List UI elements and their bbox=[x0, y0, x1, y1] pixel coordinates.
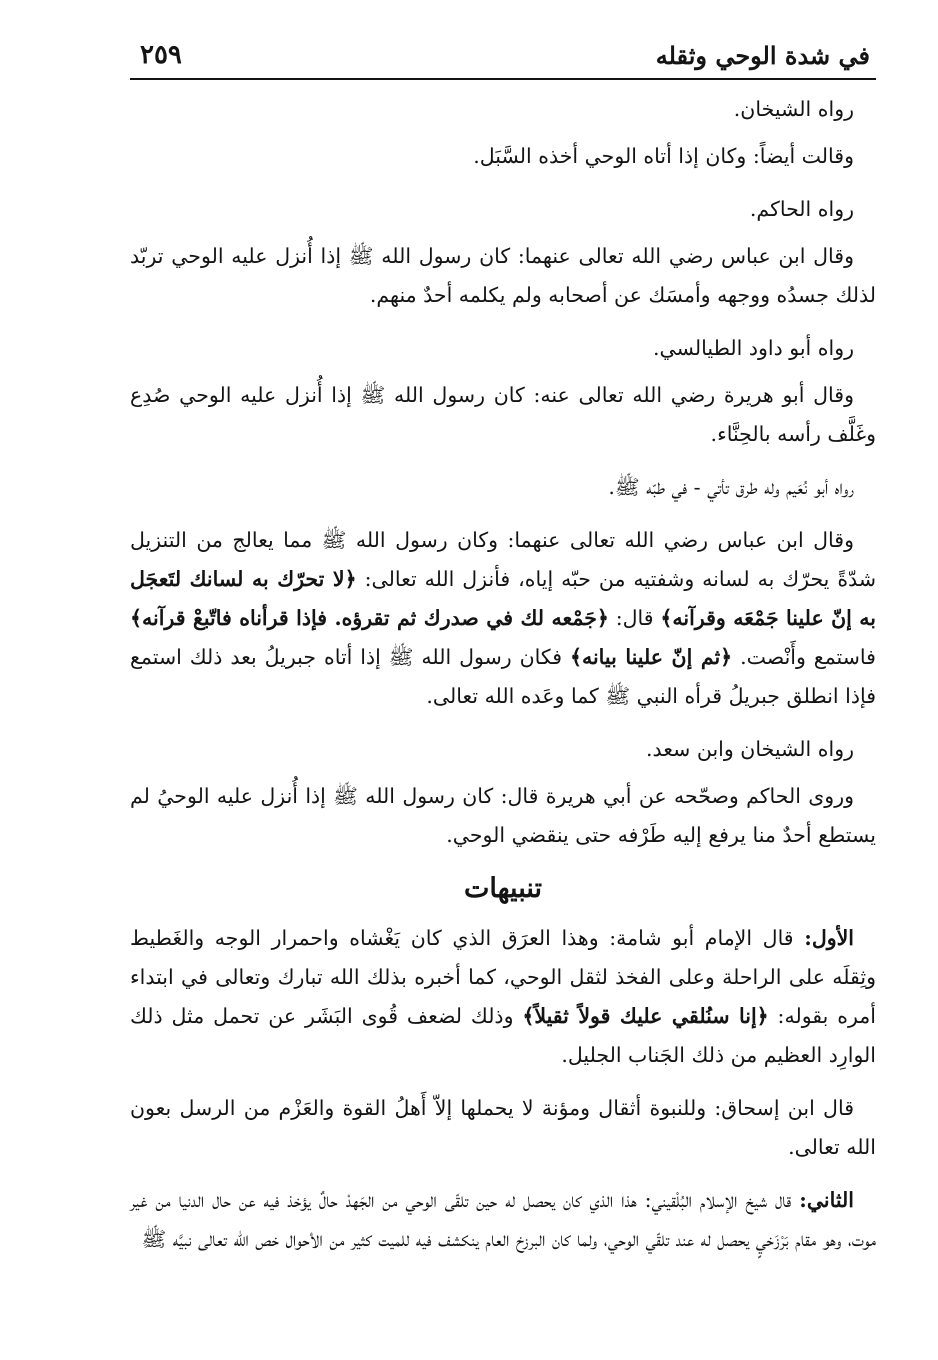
text-run: فاستمع وأَنْصت. bbox=[740, 645, 876, 669]
paragraph: وقال أبو هريرة رضي الله تعالى عنه: كان رسول الله ﷺ إذا أُنزل عليه الوحي صُدِع وغَلَّف رأسه بالحِنَّاء. bbox=[130, 383, 876, 446]
section-heading: تنبيهات bbox=[463, 873, 543, 904]
text-run: قال الإمام أبو شامة: وهذا العرَق الذي كان يَغْشاه واحمرار الوجه والغَطيط وثِقلَه على الراحلة وعلى الفخذ لثقل الوحي، كما أخبره بذلك الله تبارك وتعالى في ابتداء أمره بقوله: bbox=[130, 926, 876, 1028]
body-text bbox=[130, 90, 876, 1259]
quran-verse: ﴿لا تحرّك به لسانك لتَعجَل به إنّ علينا جَمْعَه وقرآنه﴾ bbox=[130, 567, 876, 630]
paragraph: رواه الشيخان وابن سعد. bbox=[646, 737, 854, 761]
paragraph: وقالت أيضاً: وكان إذا أتاه الوحي أخذه السَّبَل. bbox=[473, 144, 854, 168]
quran-verse: ﴿إنا سنُلقي عليك قولاً ثقيلاً﴾ bbox=[522, 1004, 769, 1028]
text-run: فكان رسول الله ﷺ إذا أتاه جبريلُ بعد ذلك استمع فإذا انطلق جبريلُ قرأه النبي ﷺ كما وعَده الله تعالى. bbox=[130, 645, 876, 708]
text-run: قال شيخ الإسلام البُلْقيني: هذا الذي كان يحصل له حين تلقّى الوحي من الجَهدْ حالٌ يؤخذ فيه عن حال الدنيا من غير موت، وهو مقام بَرْزَخيٍ يحصل له عند تلقّي الوحي، ولما كان البرزخ العام ينكشف فيه للميت كثير من الأحوال خص الله تعالى نبيَّه ﷺ bbox=[130, 1188, 876, 1251]
paragraph: رواه الشيخان. bbox=[733, 97, 854, 121]
paragraph: رواه أبو نُعَيم وله طرق تأتي - في طبّه ﷺ. bbox=[608, 475, 854, 499]
page-number: ٢٥٩ bbox=[140, 40, 182, 70]
running-head bbox=[130, 40, 876, 80]
paragraph-ibn-abbas bbox=[130, 521, 876, 716]
paragraph: رواه الحاكم. bbox=[749, 197, 854, 221]
text-run: وذلك لضعف قُوى البَشَر عن تحمل مثل ذلك الوارِد العظيم من ذلك الجَناب الجليل. bbox=[130, 1004, 876, 1067]
note-ibn-ishaq: قال ابن إسحاق: وللنبوة أثقال ومؤنة لا يحملها إلاّ أَهلُ القوة والعَزْم من الرسل بعون الله تعالى. bbox=[130, 1096, 876, 1159]
quran-verse: ﴿ثم إنّ علينا بيانه﴾ bbox=[569, 645, 733, 669]
note-first bbox=[130, 919, 876, 1075]
text-run: وقال ابن عباس رضي الله تعالى عنهما: وكان رسول الله ﷺ مما يعالج من التنزيل شدّةً يحرّك به لسانه وشفتيه من حبّه إياه، فأنزل الله تعالى: bbox=[130, 528, 876, 591]
note-second bbox=[130, 1181, 876, 1259]
paragraph: رواه أبو داود الطيالسي. bbox=[653, 336, 854, 360]
note-label: الثاني: bbox=[799, 1188, 854, 1212]
note-label: الأول: bbox=[804, 926, 854, 950]
chapter-title: في شدة الوحي وثقله bbox=[655, 41, 870, 70]
text-run: قال: bbox=[615, 606, 654, 630]
paragraph: وقال ابن عباس رضي الله تعالى عنهما: كان رسول الله ﷺ إذا أُنزل عليه الوحي تربّد لذلك جسدُه ووجهه وأمسَك عن أصحابه ولم يكلمه أحدٌ منهم. bbox=[130, 244, 876, 307]
quran-verse: ﴿جَمْعه لك في صدرك ثم تقرؤه. فإذا قرأناه فاتّبعْ قرآنه﴾ bbox=[130, 606, 609, 630]
paragraph: وروى الحاكم وصحّحه عن أبي هريرة قال: كان رسول الله ﷺ إذا أُنزل عليه الوحيُ لم يستطع أحدٌ منا يرفع إليه طَرْفه حتى ينقضي الوحي. bbox=[130, 784, 876, 847]
